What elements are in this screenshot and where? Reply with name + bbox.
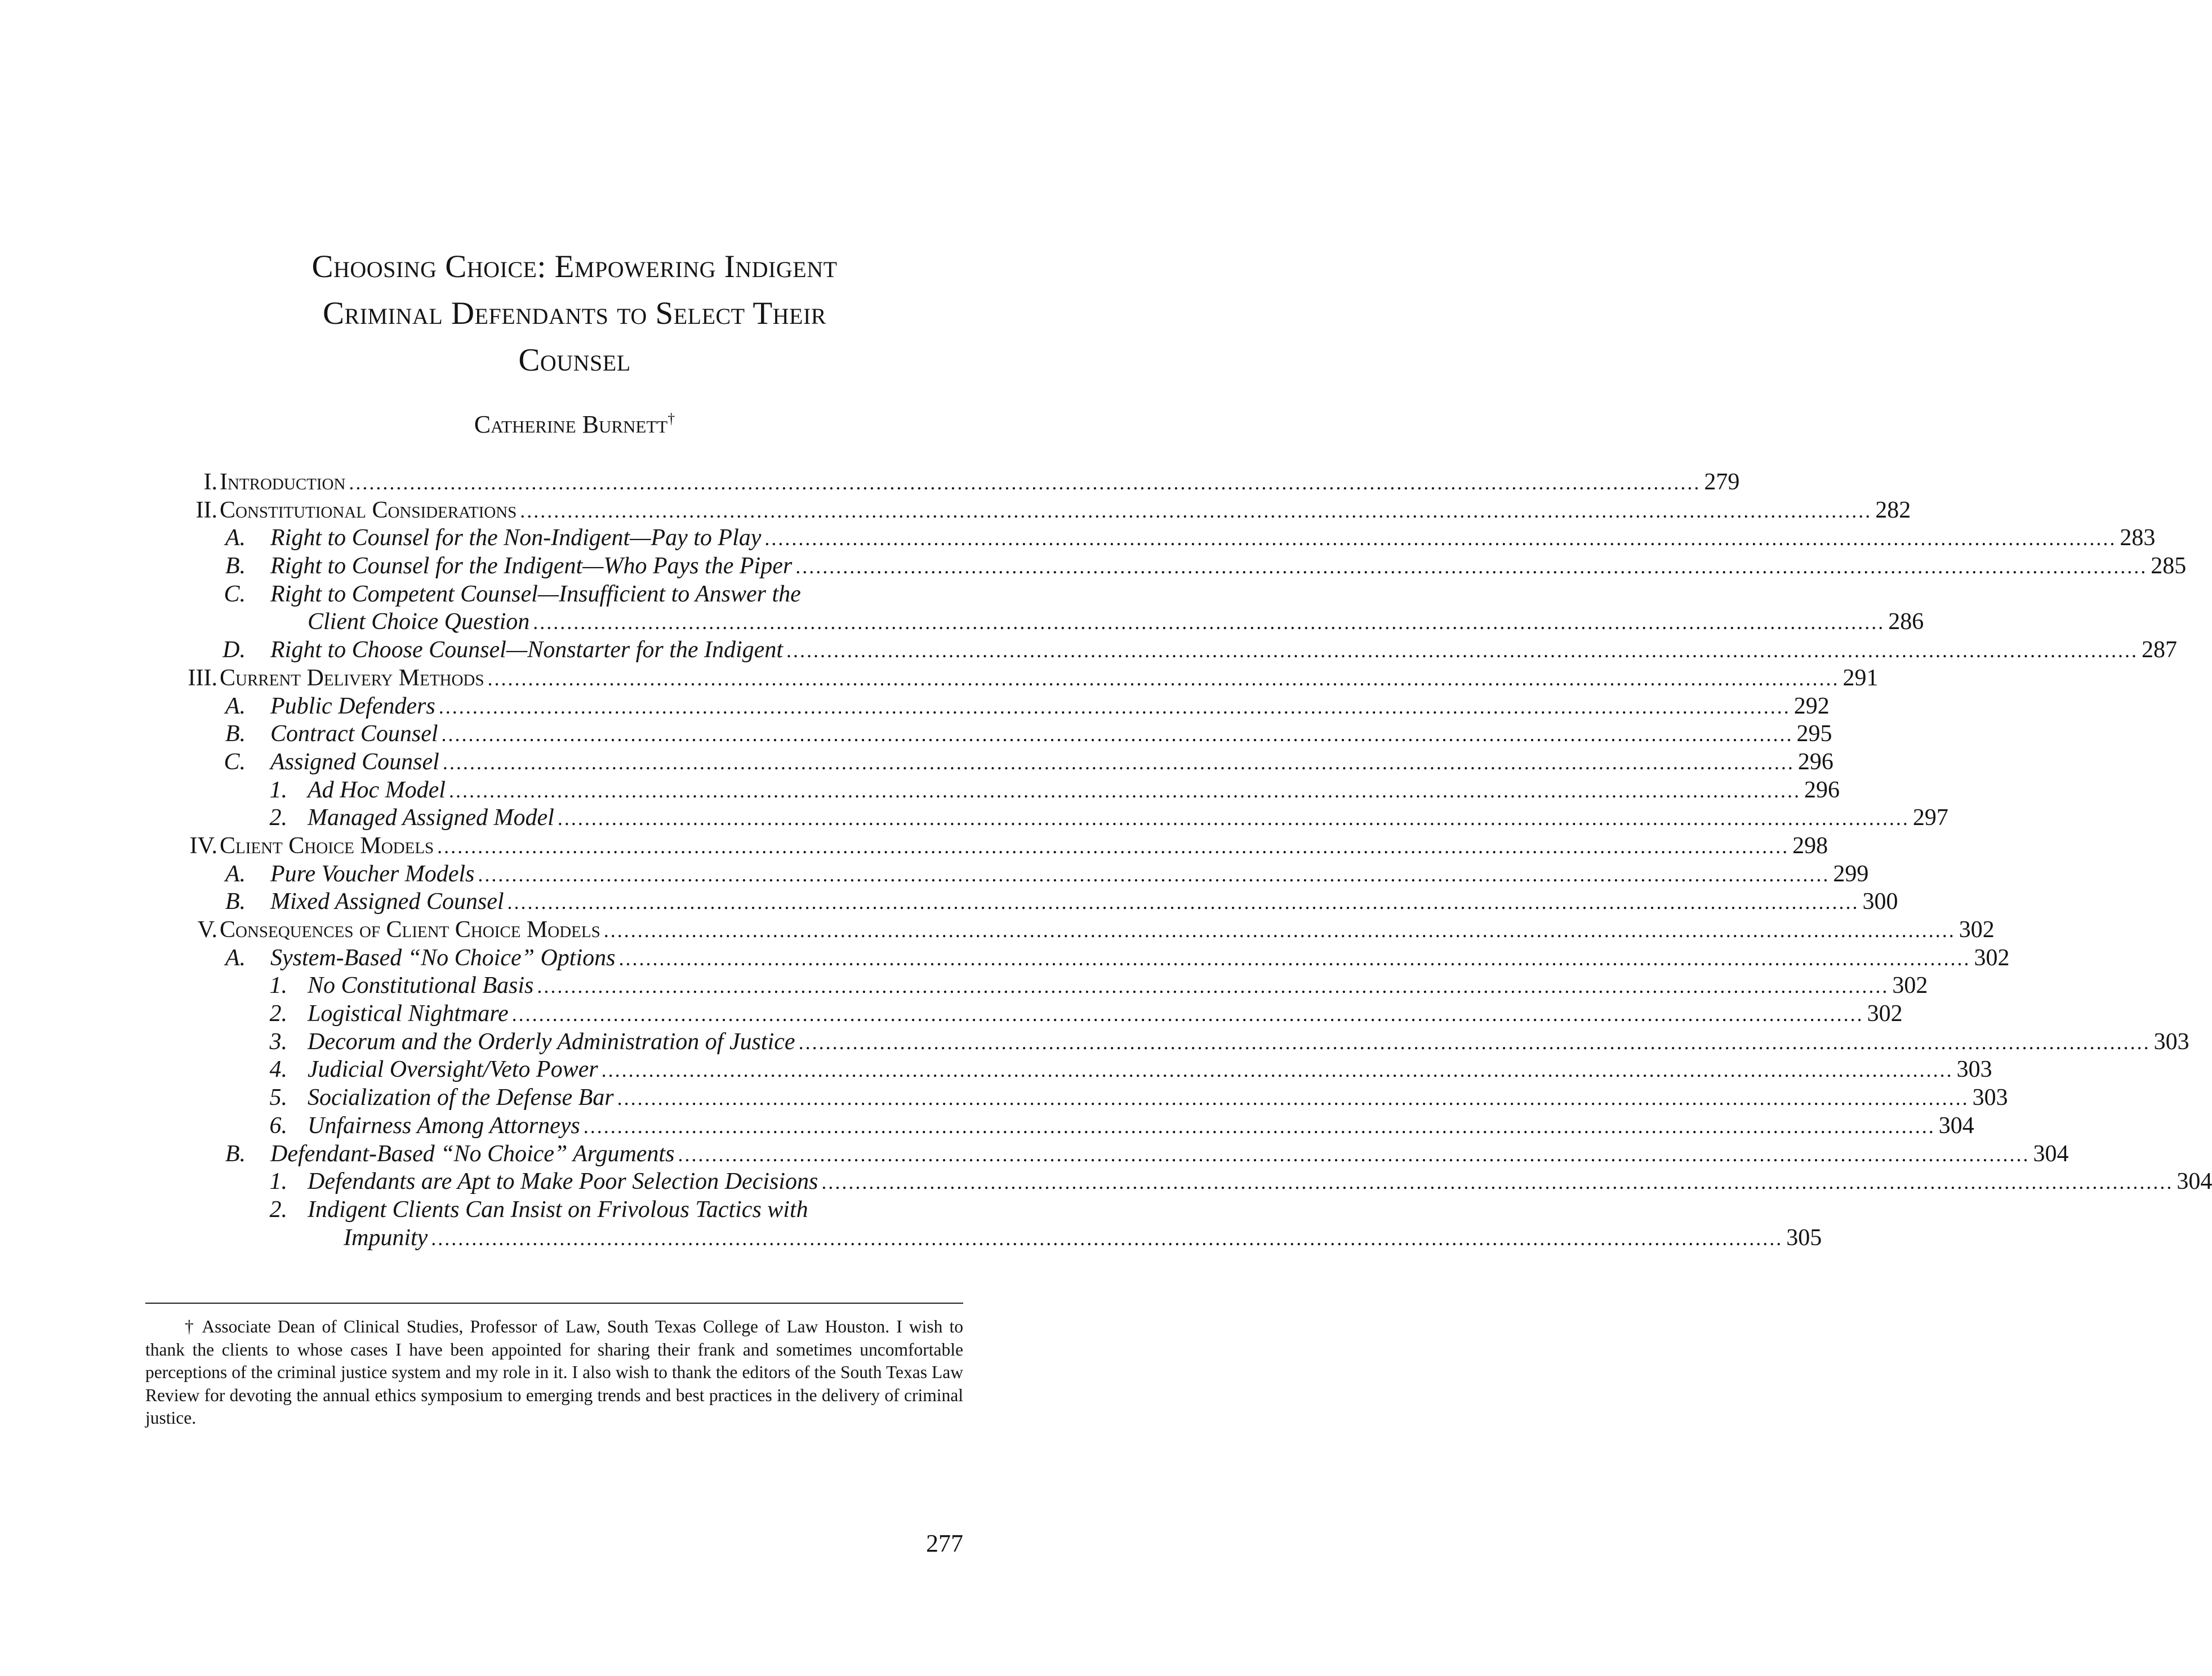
toc-entry-title: Judicial Oversight/Veto Power bbox=[308, 1057, 598, 1083]
toc-entry-number: III. bbox=[188, 665, 217, 691]
toc-dot-leader: ........................................................................................................................................................................................................ bbox=[764, 527, 2117, 550]
toc-dot-leader: ........................................................................................................................................................................................................ bbox=[821, 1171, 2174, 1194]
toc-dot-leader: ........................................................................................................................................................................................................ bbox=[442, 751, 1795, 774]
toc-dot-leader: ........................................................................................................................................................................................................ bbox=[437, 835, 1790, 858]
toc-entry-number: D. bbox=[222, 637, 246, 663]
toc-entry-title: Logistical Nightmare bbox=[308, 1001, 509, 1027]
toc-entry-number: 2. bbox=[269, 1001, 287, 1027]
toc-entry-title: Right to Counsel for the Non-Indigent—Pay to Play bbox=[270, 525, 762, 551]
toc-entry-title: Managed Assigned Model bbox=[308, 805, 554, 831]
toc-entry-title: Right to Competent Counsel—Insufficient to Answer the bbox=[270, 581, 801, 607]
toc-entry-line bbox=[308, 1084, 2008, 1113]
toc-entry-page: 302 bbox=[1959, 917, 1995, 943]
toc-dot-leader: ........................................................................................................................................................................................................ bbox=[431, 1227, 1783, 1250]
toc-entry-page: 299 bbox=[1833, 861, 1869, 887]
toc-entry-line bbox=[308, 1112, 1974, 1141]
toc-entry bbox=[163, 804, 1948, 832]
toc-entry-title: Socialization of the Defense Bar bbox=[308, 1085, 614, 1111]
toc-entry-number: A. bbox=[225, 693, 246, 719]
toc-entry-title: Contract Counsel bbox=[270, 721, 438, 747]
toc-entry-line bbox=[220, 469, 1740, 497]
toc-entry-title: Client Choice Models bbox=[220, 832, 434, 859]
toc-entry-page: 302 bbox=[1892, 973, 1928, 999]
toc-dot-leader: ........................................................................................................................................................................................................ bbox=[798, 1031, 2151, 1054]
toc-entry bbox=[163, 1140, 2069, 1169]
toc-entry-number: I. bbox=[203, 469, 217, 495]
toc-entry-title: Impunity bbox=[344, 1224, 428, 1251]
toc-entry-number: C. bbox=[224, 581, 246, 607]
toc-dot-leader: ........................................................................................................................................................................................................ bbox=[487, 667, 1840, 690]
toc-dot-leader: ........................................................................................................................................................................................................ bbox=[557, 807, 1910, 830]
toc-entry-line bbox=[270, 1140, 2069, 1169]
toc-entry-number: B. bbox=[225, 553, 246, 580]
author-byline bbox=[130, 410, 1020, 439]
toc-entry-page: 304 bbox=[2177, 1169, 2212, 1195]
toc-entry-page: 302 bbox=[1974, 944, 2010, 971]
toc-entry-number: 1. bbox=[269, 777, 287, 803]
toc-entry-page: 292 bbox=[1793, 693, 1830, 719]
toc-entry-number: 6. bbox=[269, 1112, 287, 1139]
toc-entry-page: 303 bbox=[1972, 1085, 2008, 1111]
toc-dot-leader: ........................................................................................................................................................................................................ bbox=[583, 1115, 1935, 1138]
toc-entry-title: Pure Voucher Models bbox=[270, 861, 475, 887]
toc-entry-line bbox=[270, 861, 1869, 889]
toc-entry bbox=[163, 1000, 1903, 1028]
toc-entry-number: A. bbox=[225, 861, 246, 887]
toc-entry-line bbox=[270, 748, 1833, 777]
toc-entry bbox=[163, 972, 1928, 1000]
toc-entry-line bbox=[220, 916, 1995, 945]
toc-entry-number: A. bbox=[225, 944, 246, 971]
toc-entry-page: 303 bbox=[1956, 1057, 1992, 1083]
toc-entry-page: 304 bbox=[1938, 1112, 1974, 1139]
toc-entry-page: 291 bbox=[1842, 665, 1879, 691]
toc-dot-leader: ........................................................................................................................................................................................................ bbox=[349, 471, 1701, 494]
toc-entry-line bbox=[220, 665, 1879, 693]
author-name: Catherine Burnett bbox=[474, 411, 668, 438]
toc-entry bbox=[163, 608, 1924, 636]
toc-entry-page: 286 bbox=[1888, 609, 1924, 635]
toc-entry bbox=[163, 1028, 2189, 1057]
toc-entry bbox=[163, 944, 2010, 973]
toc-entry-line bbox=[270, 888, 1898, 917]
dagger-footnote-mark: † bbox=[667, 411, 675, 427]
toc-entry-title: Public Defenders bbox=[270, 693, 435, 719]
toc-entry-number: 5. bbox=[269, 1085, 287, 1111]
toc-entry-page: 287 bbox=[2142, 637, 2177, 663]
toc-entry-number: B. bbox=[225, 1140, 246, 1167]
toc-entry-page: 304 bbox=[2033, 1140, 2069, 1167]
toc-entry-line bbox=[308, 972, 1928, 1001]
toc-entry-page: 298 bbox=[1792, 832, 1828, 859]
toc-dot-leader: ........................................................................................................................................................................................................ bbox=[603, 919, 1956, 942]
toc-entry-number: II. bbox=[195, 497, 217, 523]
toc-entry bbox=[163, 832, 1828, 861]
toc-entry bbox=[163, 1224, 1822, 1252]
toc-dot-leader: ........................................................................................................................................................................................................ bbox=[533, 611, 1885, 634]
toc-entry-line bbox=[308, 1196, 808, 1224]
toc-entry-page: 283 bbox=[2120, 525, 2156, 551]
title-line: Counsel bbox=[518, 342, 631, 378]
toc-entry-line bbox=[308, 1056, 1992, 1085]
toc-entry bbox=[163, 665, 1879, 693]
toc-entry bbox=[163, 861, 1869, 889]
toc-entry-title: Decorum and the Orderly Administration of Justice bbox=[308, 1028, 795, 1055]
toc-entry bbox=[163, 748, 1833, 777]
toc-entry bbox=[163, 916, 1995, 944]
toc-entry-number: 3. bbox=[269, 1028, 287, 1055]
toc-entry-number: IV. bbox=[189, 832, 217, 859]
toc-entry-page: 297 bbox=[1912, 805, 1948, 831]
toc-entry bbox=[163, 693, 1830, 721]
toc-dot-leader: ........................................................................................................................................................................................................ bbox=[448, 779, 1801, 802]
toc-entry bbox=[163, 469, 1740, 497]
toc-entry-line bbox=[308, 1028, 2189, 1057]
toc-entry-line bbox=[308, 1168, 2212, 1197]
toc-dot-leader: ........................................................................................................................................................................................................ bbox=[520, 499, 1872, 522]
toc-entry-title: Right to Choose Counsel—Nonstarter for the Indigent bbox=[270, 637, 783, 663]
toc-entry-line bbox=[270, 552, 2187, 581]
toc-entry-number: 1. bbox=[269, 973, 287, 999]
toc-entry bbox=[163, 1112, 1974, 1140]
toc-entry-title: Introduction bbox=[220, 469, 346, 495]
toc-entry-page: 296 bbox=[1804, 777, 1840, 803]
toc-entry bbox=[163, 636, 2177, 665]
toc-entry-number: 2. bbox=[269, 1196, 287, 1223]
toc-entry-title: Current Delivery Methods bbox=[220, 665, 484, 691]
toc-entry-page: 302 bbox=[1867, 1001, 1903, 1027]
toc-entry-title: Constitutional Considerations bbox=[220, 497, 517, 523]
toc-entry bbox=[163, 888, 1898, 916]
toc-entry-page: 282 bbox=[1875, 497, 1911, 523]
toc-entry bbox=[163, 552, 2187, 581]
toc-dot-leader: ........................................................................................................................................................................................................ bbox=[601, 1059, 1953, 1082]
title-line: Criminal Defendants to Select Their bbox=[323, 296, 826, 331]
toc-entry-title: Mixed Assigned Counsel bbox=[270, 889, 504, 915]
toc-entry-page: 279 bbox=[1704, 469, 1740, 495]
toc-entry-title: Right to Counsel for the Indigent—Who Pays the Piper bbox=[270, 553, 793, 580]
toc-entry-line bbox=[308, 1000, 1903, 1029]
toc-entry-line bbox=[270, 720, 1832, 749]
toc-entry-number: 2. bbox=[269, 805, 287, 831]
toc-entry-line bbox=[270, 944, 2010, 973]
toc-dot-leader: ........................................................................................................................................................................................................ bbox=[786, 639, 2138, 662]
toc-entry bbox=[163, 497, 1911, 525]
toc-dot-leader: ........................................................................................................................................................................................................ bbox=[537, 975, 1889, 998]
toc-entry bbox=[163, 1056, 1992, 1084]
toc-entry-title: Defendant-Based “No Choice” Arguments bbox=[270, 1140, 675, 1167]
toc-entry-page: 295 bbox=[1796, 721, 1832, 747]
toc-entry-line bbox=[270, 636, 2177, 665]
toc-entry-title: Indigent Clients Can Insist on Frivolous Tactics with bbox=[308, 1196, 808, 1223]
toc-dot-leader: ........................................................................................................................................................................................................ bbox=[795, 555, 2148, 578]
toc-entry-title: Ad Hoc Model bbox=[308, 777, 446, 803]
toc-entry-number: B. bbox=[225, 889, 246, 915]
toc-dot-leader: ........................................................................................................................................................................................................ bbox=[511, 1003, 1864, 1026]
toc-entry bbox=[163, 1168, 2212, 1196]
toc-dot-leader: ........................................................................................................................................................................................................ bbox=[438, 695, 1791, 718]
toc-entry bbox=[163, 1084, 2008, 1112]
toc-entry-number: 1. bbox=[269, 1169, 287, 1195]
toc-entry bbox=[163, 524, 2156, 552]
title-line: Choosing Choice: Empowering Indigent bbox=[311, 249, 838, 284]
toc-entry-line bbox=[308, 608, 1924, 637]
table-of-contents bbox=[163, 469, 2212, 1252]
toc-entry bbox=[163, 720, 1832, 748]
toc-entry-number: B. bbox=[225, 721, 246, 747]
toc-dot-leader: ........................................................................................................................................................................................................ bbox=[618, 947, 1971, 970]
toc-dot-leader: ........................................................................................................................................................................................................ bbox=[678, 1143, 2030, 1166]
toc-entry-title: No Constitutional Basis bbox=[308, 973, 534, 999]
toc-entry-page: 300 bbox=[1862, 889, 1898, 915]
page-number: 277 bbox=[926, 1530, 963, 1557]
toc-dot-leader: ........................................................................................................................................................................................................ bbox=[441, 723, 1793, 746]
article-title bbox=[130, 243, 1020, 384]
footnote: † Associate Dean of Clinical Studies, Professor of Law, South Texas College of Law Houston. I wish to thank the clients to whose cases I have been appointed for sharing their frank and sometimes uncomfortable perceptions of the criminal justice system and my role in it. I also wish to thank the editors of the South Texas Law Review for devoting the annual ethics symposium to emerging trends and best practices in the delivery of criminal justice. bbox=[145, 1317, 963, 1428]
toc-entry-number: C. bbox=[224, 748, 246, 775]
toc-entry-number: A. bbox=[225, 525, 246, 551]
toc-dot-leader: ........................................................................................................................................................................................................ bbox=[507, 891, 1859, 914]
toc-entry-page: 305 bbox=[1786, 1224, 1822, 1251]
toc-dot-leader: ........................................................................................................................................................................................................ bbox=[617, 1087, 1969, 1110]
toc-entry-line bbox=[308, 777, 1840, 805]
toc-entry bbox=[163, 777, 1840, 805]
toc-entry-line bbox=[220, 497, 1911, 525]
toc-entry-title: Defendants are Apt to Make Poor Selection Decisions bbox=[308, 1169, 818, 1195]
toc-entry-line bbox=[220, 832, 1828, 861]
toc-entry-line bbox=[270, 581, 801, 609]
toc-entry-title: Client Choice Question bbox=[308, 609, 530, 635]
toc-entry-title: Unfairness Among Attorneys bbox=[308, 1112, 580, 1139]
footnote-divider bbox=[145, 1303, 963, 1304]
toc-entry-number: V. bbox=[197, 917, 217, 943]
toc-entry-line bbox=[344, 1224, 1822, 1253]
toc-entry-number: 4. bbox=[269, 1057, 287, 1083]
toc-entry-page: 296 bbox=[1797, 748, 1833, 775]
toc-entry-title: System-Based “No Choice” Options bbox=[270, 944, 616, 971]
toc-entry-page: 303 bbox=[2153, 1028, 2189, 1055]
toc-entry-page: 285 bbox=[2151, 553, 2187, 580]
toc-entry-title: Assigned Counsel bbox=[270, 748, 439, 775]
toc-entry-line bbox=[270, 524, 2156, 553]
toc-entry bbox=[163, 1196, 963, 1224]
toc-entry-line bbox=[270, 693, 1830, 721]
toc-entry-title: Consequences of Client Choice Models bbox=[220, 917, 600, 943]
toc-dot-leader: ........................................................................................................................................................................................................ bbox=[478, 863, 1830, 886]
toc-entry-line bbox=[308, 804, 1948, 833]
toc-entry bbox=[163, 581, 963, 609]
